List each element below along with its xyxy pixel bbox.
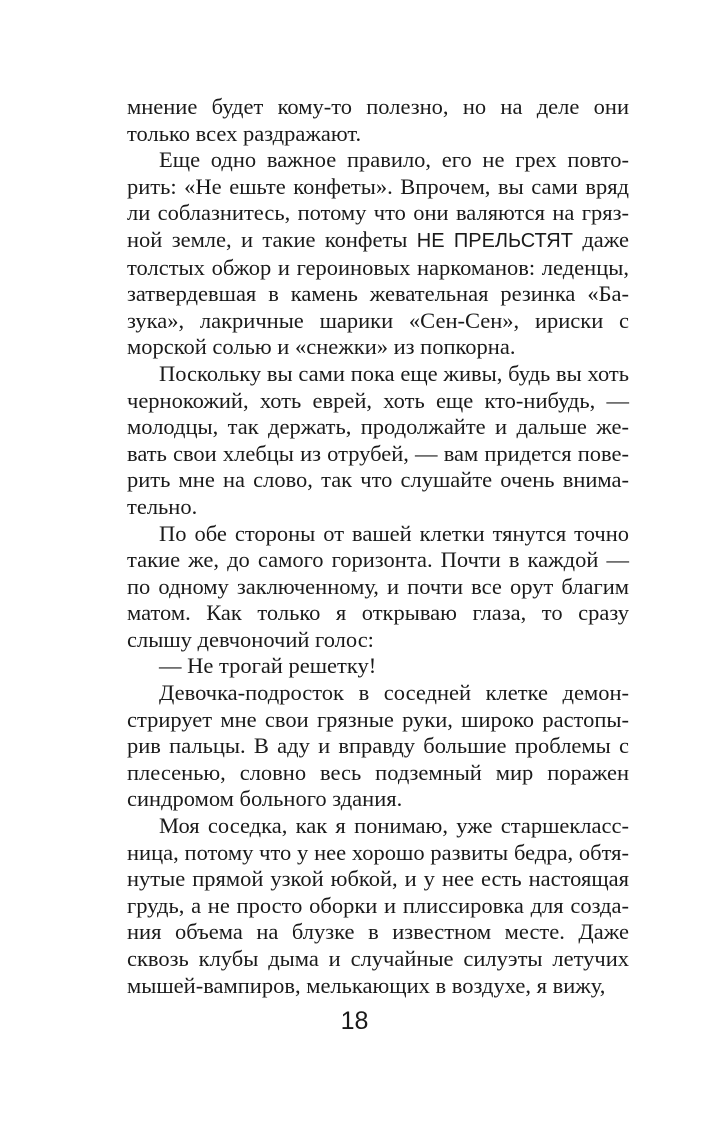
paragraph-4: По обе стороны от вашей клетки тянутся точно такие же, до самого горизонта. Почти в каждой — по одному заключенному, и почти все орут благим матом. Как только я открываю глаза, то сразу слышу девчоночий голос: (127, 520, 629, 652)
body-text (127, 94, 629, 999)
paragraph-2-text-end: даже толстых обжор и героиновых наркоманов: леденцы, затвердевшая в камень жевательная резинка «Базука», лакричные шарики «Сен-Сен», ириски с морской солью и «снежки» из попкорна. (127, 226, 630, 360)
paragraph-2 (127, 147, 629, 361)
dialogue-line: — Не трогай решетку! (159, 653, 377, 679)
paragraph-2-text-start: Еще одно важное правило, его не грех повторить: «Не ешьте конфеты». Впрочем, вы сами вряд ли соблазнитесь, потому что они валяются на грязной земле, и такие конфеты (127, 147, 629, 252)
paragraph-1: мнение будет кому-то полезно, но на деле они только всех раздражают. (127, 94, 629, 146)
page-number: 18 (340, 1007, 369, 1035)
paragraph-7: Моя соседка, как я понимаю, уже старшеклассница, потому что у нее хорошо развиты бедра, обтянутые прямой узкой юбкой, и у нее есть настоящая грудь, а не просто оборки и плиссировка для создания объема на блузке в известном месте. Даже сквозь клубы дыма и случайные силуэты летучих мышей-вампиров, мелькающих в воздухе, я вижу, (127, 813, 629, 998)
paragraph-6: Девочка-подросток в соседней клетке демонстрирует мне свои грязные руки, широко растопырив пальцы. В аду и вправду большие проблемы с плесенью, словно весь подземный мир поражен синдромом больного здания. (127, 680, 629, 812)
paragraph-3: Поскольку вы сами пока еще живы, будь вы хоть чернокожий, хоть еврей, хоть еще кто-нибудь, — молодцы, так держать, продолжайте и дальше жевать свои хлебцы из отрубей, — вам придется поверить мне на слово, так что слушайте очень внимательно. (127, 360, 629, 519)
paragraph-2-emphasis: НЕ ПРЕЛЬСТЯТ (416, 229, 573, 252)
